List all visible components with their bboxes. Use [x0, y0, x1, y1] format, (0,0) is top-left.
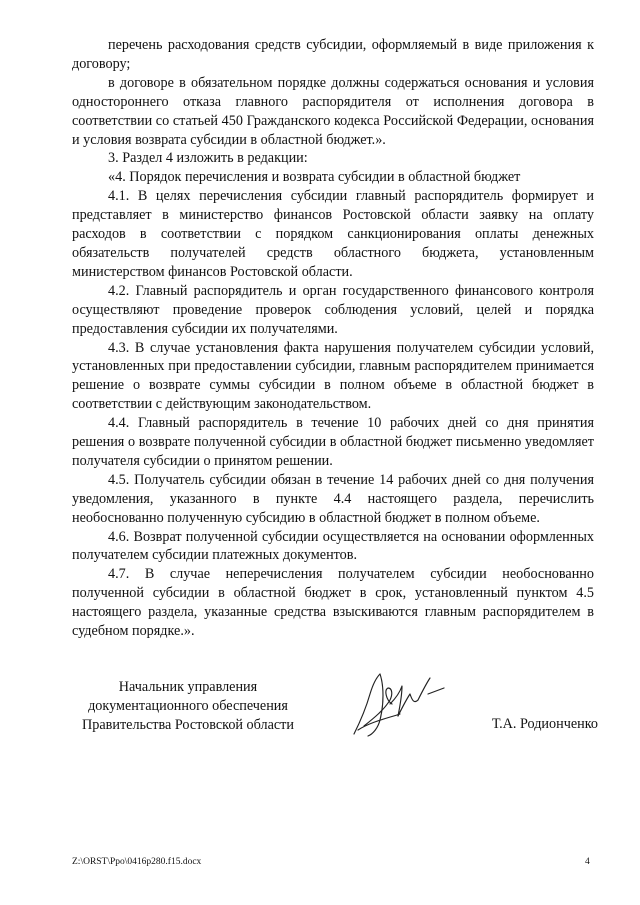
signatory-title-line: документационного обеспечения [88, 697, 288, 714]
paragraph: 3. Раздел 4 изложить в редакции: [108, 150, 308, 167]
signatory-title [68, 678, 308, 735]
signatory-title-line: Начальник управления [118, 679, 258, 695]
paragraph: перечень расходования средств субсидии, оформляемый в виде приложения к договору; [72, 37, 594, 72]
document-body [72, 36, 594, 641]
paragraph: 4.2. Главный распорядитель и орган государственного финансового контроля осуществляют проведение проверок соблюдения условий, целей и порядка предоставления субсидии их получателями. [72, 282, 594, 337]
paragraph: 4.3. В случае установления факта нарушения получателем субсидии условий, установленных при предоставлении субсидии, главным распорядителем принимается решение о возврате суммы субсидии в полном объеме в областной бюджет в соответствии с действующим законодательством. [72, 339, 594, 413]
paragraph: 4.5. Получатель субсидии обязан в течение 14 рабочих дней со дня получения уведомления, указанного в пункте 4.4 настоящего раздела, перечислить необоснованно полученную субсидию в областной бюджет в полном объеме. [72, 471, 594, 526]
paragraph: 4.1. В целях перечисления субсидии главный распорядитель формирует и представляет в министерство финансов Ростовской области заявку на оплату расходов в соответствии с порядком санкционирования оплаты денежных обязательств получателей средств областного бюджета, установленным министерством финансов Ростовской области. [72, 188, 594, 280]
paragraph: в договоре в обязательном порядке должны содержаться основания и условия одностороннего отказа главного распорядителя от исполнения договора в соответствии со статьей 450 Гражданского кодекса Российской Федерации, основания и условия возврата субсидии в областной бюджет.». [72, 74, 594, 148]
section-heading: «4. Порядок перечисления и возврата субсидии в областной бюджет [108, 169, 521, 186]
page-number: 4 [585, 857, 590, 867]
paragraph: 4.4. Главный распорядитель в течение 10 рабочих дней со дня принятия решения о возврате полученной субсидии в областной бюджет письменно уведомляет получателя субсидии о принятом решении. [72, 415, 594, 469]
footer-file-path: Z:\ORST\Ppo\0416p280.f15.docx [72, 857, 202, 867]
paragraph: 4.7. В случае неперечисления получателем субсидии необоснованно полученной субсидии в областной бюджет в срок, установленный пунктом 4.5 настоящего раздела, указанные средства взыскиваются главным распорядителем в судебном порядке.». [72, 566, 594, 640]
signature-block [68, 678, 598, 738]
signatory-name: Т.А. Родионченко [491, 716, 598, 732]
handwritten-signature [340, 664, 448, 750]
paragraph: 4.6. Возврат полученной субсидии осуществляется на основании оформленных получателем субсидии платежных документов. [72, 528, 594, 564]
signatory-title-line: Правительства Ростовской области [82, 716, 294, 733]
